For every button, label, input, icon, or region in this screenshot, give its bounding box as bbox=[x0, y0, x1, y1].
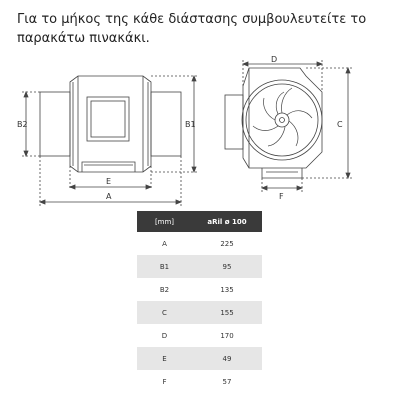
dimensions-table bbox=[137, 211, 262, 393]
front-housing bbox=[243, 68, 322, 168]
junction-box bbox=[87, 97, 129, 141]
table-row bbox=[137, 347, 262, 370]
side-view-drawing bbox=[22, 76, 198, 206]
table-row bbox=[137, 301, 262, 324]
table-row bbox=[137, 324, 262, 347]
front-spigot bbox=[225, 95, 243, 149]
row-dimension: A bbox=[162, 239, 167, 248]
hub bbox=[275, 113, 289, 127]
row-dimension: B2 bbox=[159, 285, 170, 294]
header-model: aRil ø 100 bbox=[192, 211, 262, 232]
label-f: F bbox=[279, 192, 284, 201]
label-d: D bbox=[271, 55, 278, 64]
left-spigot bbox=[40, 92, 70, 156]
table-row bbox=[137, 255, 262, 278]
label-c: C bbox=[337, 120, 343, 129]
header-unit: [mm] bbox=[137, 211, 192, 232]
row-dimension: C bbox=[137, 301, 192, 324]
row-value: 135 bbox=[220, 285, 234, 294]
row-value: 155 bbox=[192, 301, 262, 324]
row-dimension: D bbox=[161, 331, 168, 340]
label-a: A bbox=[106, 192, 112, 201]
front-view-drawing bbox=[225, 60, 352, 192]
table-header-row bbox=[137, 211, 262, 232]
fan-body bbox=[70, 76, 151, 172]
row-dimension: F bbox=[162, 377, 167, 386]
row-value: 225 bbox=[220, 239, 234, 248]
fan-blades bbox=[253, 88, 312, 146]
row-value: 95 bbox=[192, 255, 262, 278]
right-spigot bbox=[151, 92, 181, 156]
front-base bbox=[262, 168, 302, 178]
row-value: 49 bbox=[192, 347, 262, 370]
table-row bbox=[137, 278, 262, 301]
row-value: 57 bbox=[222, 377, 232, 386]
row-value: 170 bbox=[220, 331, 234, 340]
label-e: E bbox=[106, 177, 112, 186]
table-row bbox=[137, 232, 262, 255]
row-dimension: E bbox=[137, 347, 192, 370]
row-dimension: B1 bbox=[137, 255, 192, 278]
label-b2: B2 bbox=[17, 120, 28, 129]
intro-text: Για το μήκος της κάθε διάστασης συμβουλευτείτε το παρακάτω πινακάκι. bbox=[17, 12, 367, 46]
table-row bbox=[137, 370, 262, 393]
label-b1: B1 bbox=[185, 120, 196, 129]
mounting-bracket bbox=[82, 162, 135, 172]
